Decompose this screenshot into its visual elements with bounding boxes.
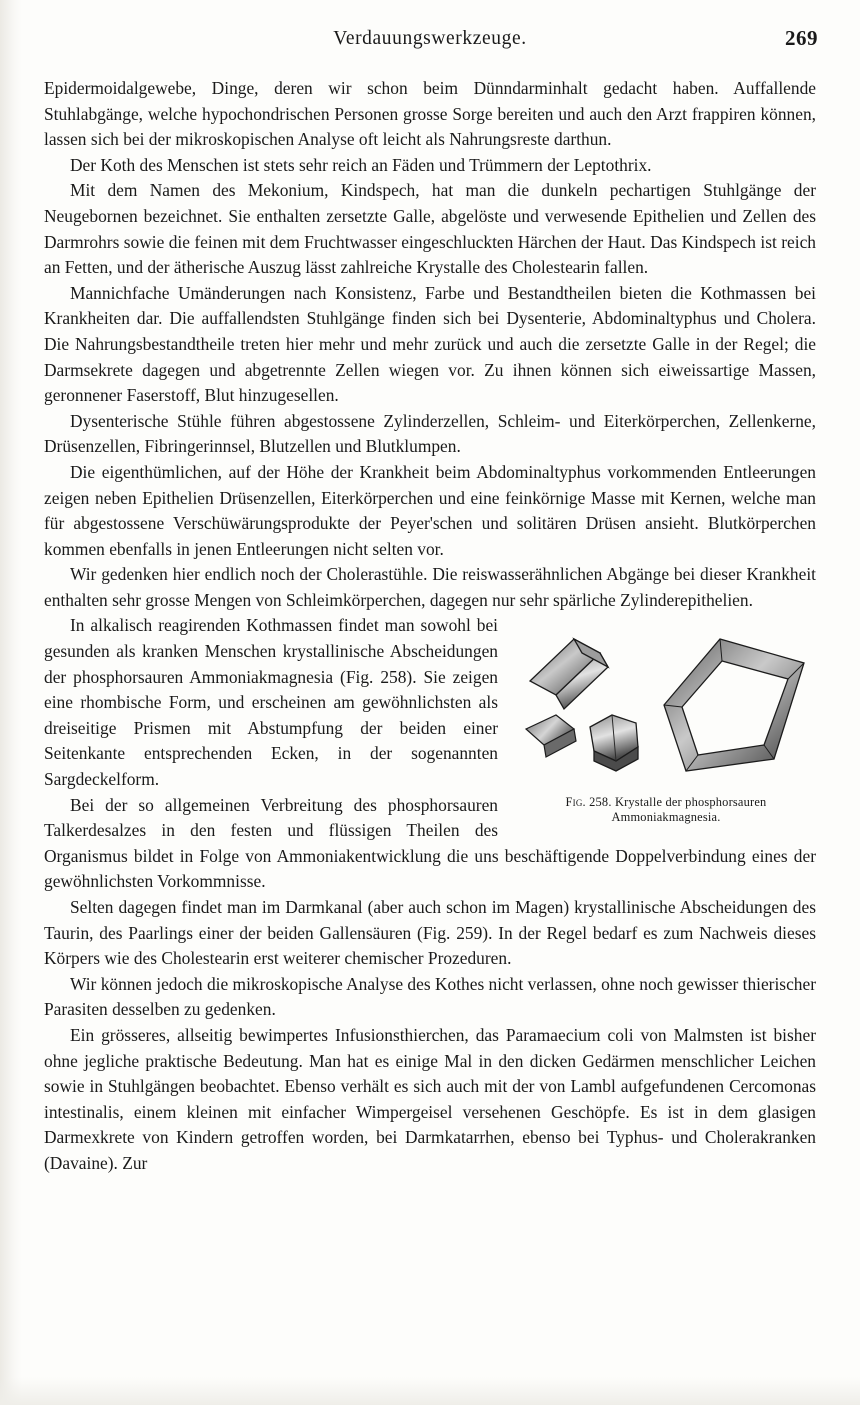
figure-caption-number: Fig. 258. [565, 795, 612, 810]
paragraph-3: Mit dem Namen des Mekonium, Kindspech, hat man die dunkeln pechartigen Stuhlgänge der Neugebornen bezeichnet. Sie enthalten zersetzte Galle, abgelöste und verwesende Epithelien und Zellen des Darmrohrs sowie die feinen mit dem Fruchtwasser eingeschluckten Härchen der Haut. Das Kindspech ist reich an Fetten, und der ätherische Auszug lässt zahlreiche Krystalle des Cholestearin fallen. [44, 180, 816, 278]
paragraph-5: Dysenterische Stühle führen abgestossene Zylinderzellen, Schleim- und Eiterkörperchen, Zellenkerne, Drüsenzellen, Fibringerinnsel, Blutzellen und Blutklumpen. [44, 410, 816, 457]
paragraph-4: Mannichfache Umänderungen nach Konsistenz, Farbe und Bestandtheilen bieten die Kothmassen bei Krankheiten dar. Die auffallendsten Stuhlgänge finden sich bei Dysenterie, Abdominaltyphus und Cholera. Die Nahrungsbestandtheile treten hier mehr und mehr zurück und auch die zersetzte Galle in der Regel; die Darmsekrete dagegen und abgetrennte Zellen wiegen vor. Zu ihnen können sich eiweissartige Massen, geronnener Faserstoff, Blut hinzugesellen. [44, 282, 816, 406]
figure-258 [516, 619, 816, 824]
page-number: 269 [785, 26, 818, 50]
scan-edge-shadow-left [0, 0, 22, 1405]
figure-caption [516, 795, 816, 824]
page-body [44, 76, 816, 1177]
paragraph-1: Epidermoidalgewebe, Dinge, deren wir schon beim Dünndarminhalt gedacht haben. Auffallende Stuhlabgänge, welche hypochondrischen Personen grosse Sorge bereiten und auch den Arzt frappiren können, lassen sich bei der mikroskopischen Analyse oft leicht als Nahrungsreste darthun. [44, 78, 816, 150]
scan-edge-shadow-bottom [0, 1377, 860, 1405]
figure-258-illustration [516, 619, 816, 791]
paragraph-7: Wir gedenken hier endlich noch der Cholerastühle. Die reiswasserähnlichen Abgänge bei dieser Krankheit enthalten sehr grosse Mengen von Schleimkörperchen, dagegen nur sehr spärliche Zylinderepithelien. [44, 564, 816, 610]
figure-caption-line2: Ammoniakmagnesia. [611, 810, 721, 825]
paragraph-8: In alkalisch reagirenden Kothmassen findet man sowohl bei gesunden als kranken Menschen krystallinische Abscheidungen der phosphorsauren Ammoniakmagnesia (Fig. 258). Sie zeigen eine rhombische Form, und erscheinen am gewöhnlichsten als dreiseitige Prismen mit Abstumpfung der beiden einer Seitenkante entsprechenden Ecken, in der sogenannten Sargdeckelform. [44, 615, 498, 790]
paragraph-2: Der Koth des Menschen ist stets sehr reich an Fäden und Trümmern der Leptothrix. [70, 154, 652, 175]
paragraph-12: Ein grösseres, allseitig bewimpertes Infusionsthierchen, das Paramaecium coli von Malmsten ist bisher ohne jegliche praktische Bedeutung. Man hat es einige Mal in den dicken Gedärmen menschlicher Leichen sowie in Stuhlgängen beobachtet. Ebenso verhält es sich auch mit der von Lambl aufgefundenen Cercomonas intestinalis, einem kleinen mit einfacher Wimpergeisel versehenen Geschöpfe. Es ist in dem glasigen Darmexkrete von Kindern getroffen worden, bei Darmkatarrhen, ebenso bei Typhus- und Cholerakranken (Davaine). Zur [44, 1024, 816, 1173]
running-title: Verdauungswerkzeuge. [333, 28, 527, 49]
paragraph-10: Selten dagegen findet man im Darmkanal (aber auch schon im Magen) krystallinische Abscheidungen des Taurin, des Paarlings einer der beiden Gallensäuren (Fig. 259). In der Regel bedarf es zum Nachweis dieses Körpers wie des Cholestearin erst weiterer chemischer Prozeduren. [44, 897, 816, 969]
figure-caption-line1: Krystalle der phosphorsauren [614, 795, 767, 810]
page-header [0, 28, 860, 58]
crystal-illustration-svg [516, 619, 816, 791]
paragraph-11: Wir können jedoch die mikroskopische Analyse des Kothes nicht verlassen, ohne noch gewisser thierischer Parasiten desselben zu gedenken. [44, 973, 816, 1020]
paragraph-9: Bei der so allgemeinen Verbreitung des phosphorsauren Talkerdesalzes in den festen und flüssigen Theilen des Organismus bildet in Folge von Ammoniakentwicklung die uns beschäftigende Doppelverbindung eines der gewöhnlichsten Vorkommnisse. [44, 794, 816, 892]
paragraph-6: Die eigenthümlichen, auf der Höhe der Krankheit beim Abdominaltyphus vorkommenden Entleerungen zeigen neben Epithelien Drüsenzellen, Eiterkörperchen und eine feinkörnige Masse mit Kernen, welche man für abgestossene Verschüwärungsprodukte der Peyer'schen und solitären Drüsen ansieht. Blutkörperchen kommen ebenfalls in jenen Entleerungen nicht selten vor. [44, 461, 816, 559]
